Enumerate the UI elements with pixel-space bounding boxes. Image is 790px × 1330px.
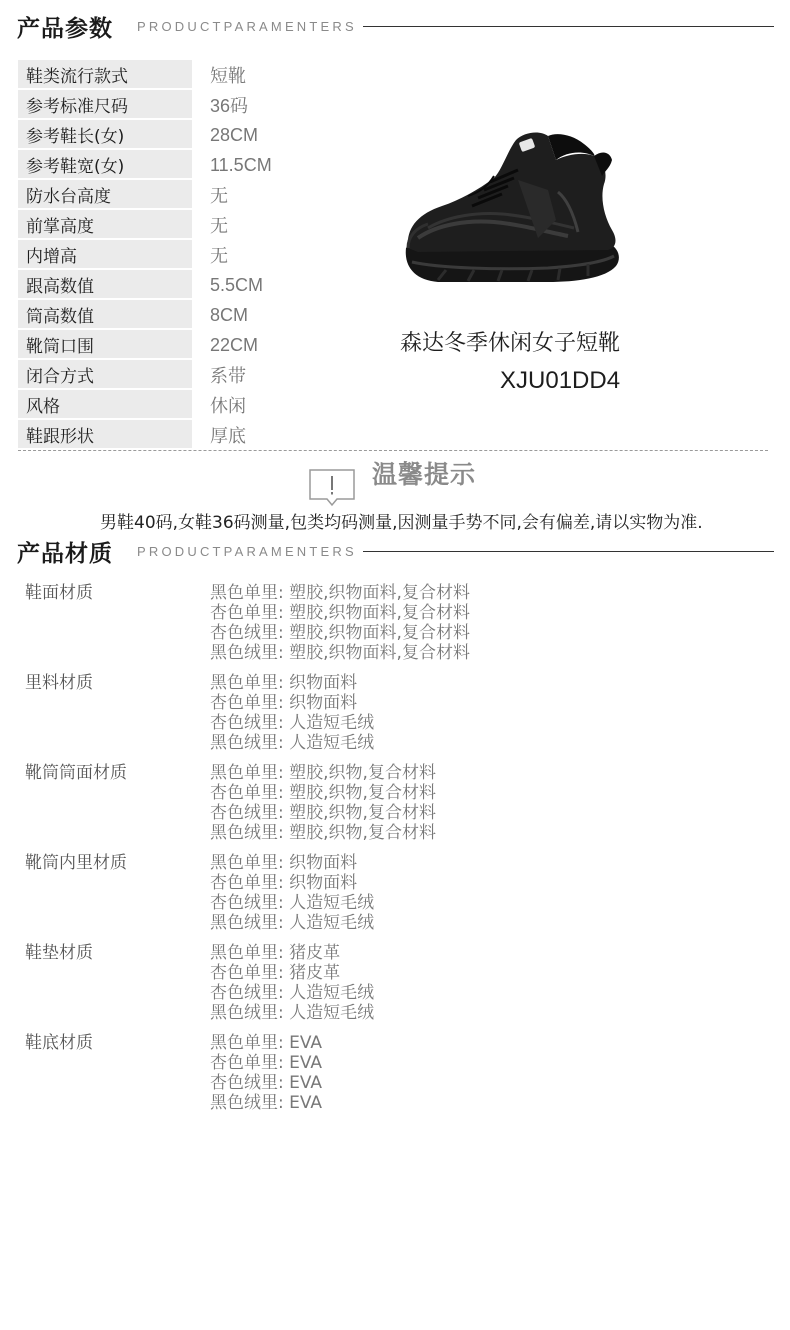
param-row — [18, 270, 378, 300]
param-value: 36码 — [210, 96, 249, 116]
material-group — [25, 1033, 745, 1123]
section-title: 产品材质 — [17, 540, 113, 567]
param-label: 防水台高度 — [18, 180, 192, 210]
param-value: 系带 — [210, 366, 246, 386]
param-value: 休闲 — [210, 396, 246, 416]
param-label: 内增高 — [18, 240, 192, 270]
material-line: 黑色单里: 织物面料 — [210, 673, 358, 693]
material-line: 杏色单里: EVA — [210, 1053, 323, 1073]
material-line: 杏色单里: 塑胶,织物面料,复合材料 — [210, 603, 470, 623]
material-line: 杏色绒里: EVA — [210, 1073, 323, 1093]
param-label: 参考鞋宽(女) — [18, 150, 192, 180]
param-label: 跟高数值 — [18, 270, 192, 300]
material-lines — [210, 763, 745, 853]
section-subtitle: PRODUCTPARAMENTERS — [137, 543, 357, 559]
param-row — [18, 390, 378, 420]
param-value: 8CM — [210, 304, 249, 325]
section-subtitle: PRODUCTPARAMENTERS — [137, 18, 357, 34]
material-label: 里料材质 — [25, 673, 93, 693]
material-group — [25, 673, 745, 763]
material-line: 杏色绒里: 人造短毛绒 — [210, 713, 375, 733]
product-image — [398, 120, 624, 292]
section-header-materials — [17, 533, 774, 569]
param-row — [18, 120, 378, 150]
product-code: XJU01DD4 — [500, 367, 621, 394]
param-row — [18, 420, 378, 450]
param-label: 靴筒口围 — [18, 330, 192, 360]
material-label: 鞋垫材质 — [25, 943, 93, 963]
material-group — [25, 583, 745, 673]
param-label: 筒高数值 — [18, 300, 192, 330]
material-lines — [210, 583, 745, 673]
section-header-params — [17, 8, 774, 44]
material-line: 杏色绒里: 人造短毛绒 — [210, 983, 375, 1003]
param-label: 参考鞋长(女) — [18, 120, 192, 150]
materials-list — [25, 583, 745, 1123]
param-label: 鞋类流行款式 — [18, 60, 192, 90]
material-line: 黑色绒里: 塑胶,织物面料,复合材料 — [210, 643, 470, 663]
material-label: 靴筒筒面材质 — [25, 763, 127, 783]
param-label: 参考标准尺码 — [18, 90, 192, 120]
material-line: 黑色绒里: 人造短毛绒 — [210, 913, 375, 933]
material-line: 杏色单里: 猪皮革 — [210, 963, 341, 983]
material-label: 鞋面材质 — [25, 583, 93, 603]
param-value: 无 — [210, 216, 228, 236]
param-value: 11.5CM — [210, 154, 272, 175]
product-name: 森达冬季休闲女子短靴 — [400, 331, 621, 356]
param-row — [18, 60, 378, 90]
param-row — [18, 150, 378, 180]
param-label: 前掌高度 — [18, 210, 192, 240]
param-value: 5.5CM — [210, 274, 264, 295]
material-line: 杏色绒里: 塑胶,织物,复合材料 — [210, 803, 436, 823]
section-title: 产品参数 — [17, 15, 113, 42]
param-row — [18, 300, 378, 330]
params-table — [18, 60, 378, 450]
material-group — [25, 853, 745, 943]
material-line: 黑色单里: EVA — [210, 1033, 323, 1053]
material-lines — [210, 943, 745, 1033]
material-lines — [210, 1033, 745, 1123]
material-line: 黑色单里: 塑胶,织物面料,复合材料 — [210, 583, 470, 603]
material-line: 杏色单里: 织物面料 — [210, 873, 358, 893]
notice-text: 男鞋40码,女鞋36码测量,包类均码测量,因测量手势不同,会有偏差,请以实物为准. — [100, 513, 703, 533]
notice-title: 温馨提示 — [372, 460, 477, 489]
param-value: 无 — [210, 186, 228, 206]
param-value: 厚底 — [210, 426, 246, 446]
material-line: 黑色绒里: 人造短毛绒 — [210, 733, 375, 753]
param-row — [18, 180, 378, 210]
material-group — [25, 763, 745, 853]
material-lines — [210, 673, 745, 763]
material-line: 杏色绒里: 人造短毛绒 — [210, 893, 375, 913]
material-line: 杏色绒里: 塑胶,织物面料,复合材料 — [210, 623, 470, 643]
divider-rule — [363, 26, 774, 27]
material-line: 黑色绒里: EVA — [210, 1093, 323, 1113]
param-row — [18, 210, 378, 240]
material-line: 杏色单里: 织物面料 — [210, 693, 358, 713]
dashed-divider — [18, 450, 768, 451]
material-label: 靴筒内里材质 — [25, 853, 127, 873]
param-row — [18, 360, 378, 390]
black-chunky-sneaker-boot-icon — [398, 120, 624, 292]
exclamation-speech-bubble-icon — [309, 469, 355, 507]
material-line: 黑色单里: 织物面料 — [210, 853, 358, 873]
material-line: 黑色单里: 猪皮革 — [210, 943, 341, 963]
param-row — [18, 90, 378, 120]
param-row — [18, 330, 378, 360]
material-line: 黑色单里: 塑胶,织物,复合材料 — [210, 763, 436, 783]
param-value: 28CM — [210, 124, 259, 145]
material-line: 黑色绒里: 塑胶,织物,复合材料 — [210, 823, 436, 843]
material-group — [25, 943, 745, 1033]
material-line: 黑色绒里: 人造短毛绒 — [210, 1003, 375, 1023]
material-lines — [210, 853, 745, 943]
param-value: 无 — [210, 246, 228, 266]
param-value: 短靴 — [210, 66, 246, 86]
material-label: 鞋底材质 — [25, 1033, 93, 1053]
param-label: 风格 — [18, 390, 192, 420]
material-line: 杏色单里: 塑胶,织物,复合材料 — [210, 783, 436, 803]
param-label: 鞋跟形状 — [18, 420, 192, 450]
param-row — [18, 240, 378, 270]
param-label: 闭合方式 — [18, 360, 192, 390]
param-value: 22CM — [210, 334, 259, 355]
divider-rule — [363, 551, 774, 552]
